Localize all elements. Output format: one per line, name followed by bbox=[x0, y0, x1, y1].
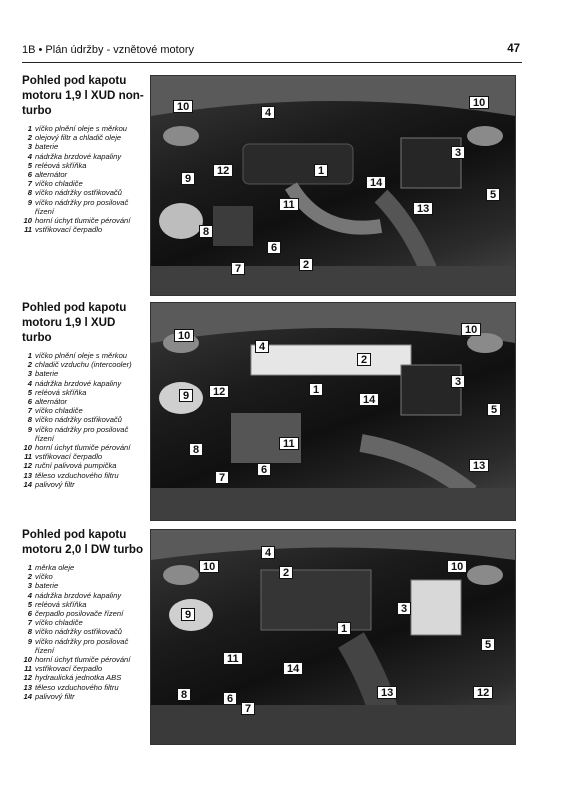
legend-item-number: 6 bbox=[27, 397, 32, 407]
legend-item-number: 5 bbox=[27, 160, 32, 170]
callout-label: 6 bbox=[267, 241, 281, 254]
legend-item-text: horní úchyt tlumiče pérování bbox=[35, 655, 131, 665]
legend-item-text: víčko nádržky pro posilovač řízení bbox=[35, 197, 129, 216]
legend-item bbox=[22, 179, 148, 188]
legend-item-text: vstřikovací čerpadlo bbox=[35, 225, 103, 235]
callout-label: 5 bbox=[486, 188, 500, 201]
legend-item-text: nádržka brzdové kapaliny bbox=[35, 590, 122, 600]
callout-label: 2 bbox=[299, 258, 313, 271]
legend-item-text: těleso vzduchového filtru bbox=[35, 470, 119, 480]
legend-item bbox=[22, 142, 148, 151]
legend-item-number: 7 bbox=[27, 406, 32, 416]
legend-item-number: 10 bbox=[23, 216, 32, 226]
legend-item-text: horní úchyt tlumiče pérování bbox=[35, 216, 131, 226]
legend-item bbox=[22, 225, 148, 234]
callout-label: 7 bbox=[231, 262, 245, 275]
callout-label: 12 bbox=[473, 686, 493, 699]
callout-label: 9 bbox=[179, 389, 193, 402]
legend-item-number: 8 bbox=[27, 415, 32, 425]
callout-label: 10 bbox=[174, 329, 194, 342]
legend-item-number: 14 bbox=[23, 691, 32, 701]
callout-label: 13 bbox=[469, 459, 489, 472]
legend-item-text: hydraulická jednotka ABS bbox=[35, 673, 122, 683]
callout-label: 10 bbox=[469, 96, 489, 109]
callout-label: 1 bbox=[309, 383, 323, 396]
legend-list bbox=[22, 351, 148, 489]
callout-label: 10 bbox=[199, 560, 219, 573]
engine-bay-drawing bbox=[151, 76, 515, 295]
legend-item-text: víčko nádržky pro posilovač řízení bbox=[35, 636, 129, 655]
legend-item-number: 12 bbox=[23, 461, 32, 471]
legend-item-number: 2 bbox=[27, 133, 32, 143]
legend-item-text: chladič vzduchu (intercooler) bbox=[35, 360, 132, 370]
callout-label: 7 bbox=[241, 702, 255, 715]
legend-section-2 bbox=[22, 300, 148, 489]
legend-item-number: 1 bbox=[27, 563, 32, 572]
legend-item bbox=[22, 216, 148, 225]
legend-item-number: 7 bbox=[27, 179, 32, 189]
legend-item-number: 5 bbox=[27, 387, 32, 397]
legend-item bbox=[22, 425, 148, 443]
callout-label: 10 bbox=[447, 560, 467, 573]
callout-label: 1 bbox=[314, 164, 328, 177]
legend-item bbox=[22, 452, 148, 461]
legend-item-text: víčko plnění oleje s měrkou bbox=[35, 351, 128, 360]
callout-label: 8 bbox=[189, 443, 203, 456]
callout-label: 14 bbox=[366, 176, 386, 189]
legend-item bbox=[22, 480, 148, 489]
legend-title: Pohled pod kapotu motoru 1,9 l XUD non-turbo bbox=[22, 74, 144, 117]
legend-item-number: 4 bbox=[27, 378, 32, 388]
callout-label: 5 bbox=[487, 403, 501, 416]
legend-item-text: horní úchyt tlumiče pérování bbox=[35, 443, 131, 453]
callout-label: 3 bbox=[451, 146, 465, 159]
legend-item bbox=[22, 683, 148, 692]
callout-label: 3 bbox=[397, 602, 411, 615]
legend-item bbox=[22, 443, 148, 452]
legend-item-number: 3 bbox=[27, 581, 32, 591]
legend-item bbox=[22, 581, 148, 590]
callout-label: 10 bbox=[173, 100, 193, 113]
legend-list bbox=[22, 563, 148, 701]
legend-item-text: ruční palivová pumpička bbox=[35, 461, 117, 471]
callout-label: 6 bbox=[257, 463, 271, 476]
legend-item-number: 4 bbox=[27, 590, 32, 600]
legend-item-number: 10 bbox=[23, 443, 32, 453]
engine-photo-dw-turbo bbox=[150, 529, 516, 745]
legend-item-number: 3 bbox=[27, 369, 32, 379]
section-title: 1B • Plán údržby - vznětové motory bbox=[22, 44, 194, 56]
callout-label: 6 bbox=[223, 692, 237, 705]
legend-item-text: reléová skříňka bbox=[35, 387, 87, 397]
legend-item bbox=[22, 471, 148, 480]
legend-item-number: 10 bbox=[23, 655, 32, 665]
legend-item bbox=[22, 360, 148, 369]
page-number: 47 bbox=[507, 43, 520, 55]
legend-item-number: 3 bbox=[27, 142, 32, 152]
legend-item-text: víčko chladiče bbox=[35, 179, 83, 189]
callout-label: 4 bbox=[261, 546, 275, 559]
legend-item bbox=[22, 379, 148, 388]
legend-item-number: 11 bbox=[24, 225, 32, 235]
legend-item-number: 4 bbox=[27, 151, 32, 161]
legend-item-text: reléová skříňka bbox=[35, 160, 87, 170]
legend-item bbox=[22, 161, 148, 170]
callout-label: 14 bbox=[283, 662, 303, 675]
legend-item-text: olejový filtr a chladič oleje bbox=[35, 133, 122, 143]
legend-item bbox=[22, 664, 148, 673]
callout-label: 7 bbox=[215, 471, 229, 484]
legend-item-text: vstřikovací čerpadlo bbox=[35, 664, 103, 674]
legend-item-number: 9 bbox=[27, 197, 32, 207]
legend-item-text: baterie bbox=[35, 369, 59, 379]
legend-item-text: víčko plnění oleje s měrkou bbox=[35, 124, 128, 133]
legend-item bbox=[22, 461, 148, 470]
callout-label: 11 bbox=[279, 198, 299, 211]
callout-label: 14 bbox=[359, 393, 379, 406]
callout-label: 5 bbox=[481, 638, 495, 651]
legend-item-text: víčko chladiče bbox=[35, 618, 83, 628]
legend-item-text: palivový filtr bbox=[35, 691, 75, 701]
callout-label: 3 bbox=[451, 375, 465, 388]
legend-item bbox=[22, 133, 148, 142]
legend-item bbox=[22, 351, 148, 360]
legend-item bbox=[22, 609, 148, 618]
callout-label: 12 bbox=[209, 385, 229, 398]
legend-item bbox=[22, 600, 148, 609]
callout-label: 2 bbox=[279, 566, 293, 579]
legend-item-text: nádržka brzdové kapaliny bbox=[35, 151, 122, 161]
legend-item-text: čerpadlo posilovače řízení bbox=[35, 609, 124, 619]
legend-item-text: víčko nádržky ostřikovačů bbox=[35, 415, 122, 425]
legend-item-text: nádržka brzdové kapaliny bbox=[35, 378, 122, 388]
legend-title: Pohled pod kapotu motoru 2,0 l DW turbo bbox=[22, 528, 144, 556]
legend-item bbox=[22, 618, 148, 627]
legend-item bbox=[22, 637, 148, 655]
engine-photo-xud-non-turbo bbox=[150, 75, 516, 296]
legend-item-text: víčko nádržky ostřikovačů bbox=[35, 627, 122, 637]
callout-label: 13 bbox=[413, 202, 433, 215]
legend-item-text: víčko chladiče bbox=[35, 406, 83, 416]
legend-item bbox=[22, 563, 148, 572]
legend-item bbox=[22, 692, 148, 701]
legend-item bbox=[22, 655, 148, 664]
callout-label: 2 bbox=[357, 353, 371, 366]
legend-item-number: 9 bbox=[27, 424, 32, 434]
legend-item bbox=[22, 627, 148, 636]
legend-item-number: 8 bbox=[27, 188, 32, 198]
legend-list bbox=[22, 124, 148, 234]
legend-item-text: měrka oleje bbox=[35, 563, 75, 572]
legend-item-number: 2 bbox=[27, 360, 32, 370]
legend-item-number: 1 bbox=[27, 351, 32, 360]
callout-label: 12 bbox=[213, 164, 233, 177]
legend-item-number: 14 bbox=[23, 479, 32, 489]
legend-item-text: baterie bbox=[35, 581, 59, 591]
legend-section-3 bbox=[22, 527, 148, 701]
page-header bbox=[22, 40, 522, 63]
legend-item-text: alternátor bbox=[35, 397, 68, 407]
legend-title: Pohled pod kapotu motoru 1,9 l XUD turbo bbox=[22, 301, 127, 344]
callout-label: 9 bbox=[181, 608, 195, 621]
callout-label: 11 bbox=[279, 437, 299, 450]
legend-item-text: těleso vzduchového filtru bbox=[35, 682, 119, 692]
callout-label: 4 bbox=[255, 340, 269, 353]
callout-label: 11 bbox=[223, 652, 243, 665]
legend-item bbox=[22, 591, 148, 600]
legend-item-text: baterie bbox=[35, 142, 59, 152]
callout-label: 10 bbox=[461, 323, 481, 336]
legend-item bbox=[22, 572, 148, 581]
legend-section-1 bbox=[22, 73, 148, 234]
legend-item bbox=[22, 397, 148, 406]
legend-item-number: 1 bbox=[27, 124, 32, 133]
legend-item-number: 8 bbox=[27, 627, 32, 637]
callout-label: 8 bbox=[199, 225, 213, 238]
callout-label: 1 bbox=[337, 622, 351, 635]
legend-item-number: 7 bbox=[27, 618, 32, 628]
legend-item bbox=[22, 388, 148, 397]
callout-label: 8 bbox=[177, 688, 191, 701]
legend-item bbox=[22, 369, 148, 378]
legend-item bbox=[22, 406, 148, 415]
callout-label: 4 bbox=[261, 106, 275, 119]
legend-item-text: víčko bbox=[35, 572, 53, 582]
legend-item-number: 9 bbox=[27, 636, 32, 646]
legend-item-number: 2 bbox=[27, 572, 32, 582]
legend-item bbox=[22, 152, 148, 161]
legend-item bbox=[22, 124, 148, 133]
legend-item-text: víčko nádržky ostřikovačů bbox=[35, 188, 122, 198]
legend-item-number: 13 bbox=[23, 682, 32, 692]
legend-item-text: víčko nádržky pro posilovač řízení bbox=[35, 424, 129, 443]
legend-item-number: 6 bbox=[27, 609, 32, 619]
legend-item-number: 11 bbox=[24, 452, 32, 462]
legend-item bbox=[22, 170, 148, 179]
legend-item bbox=[22, 198, 148, 216]
legend-item-text: alternátor bbox=[35, 170, 68, 180]
legend-item-text: reléová skříňka bbox=[35, 599, 87, 609]
legend-item-text: palivový filtr bbox=[35, 479, 75, 489]
legend-item-number: 11 bbox=[24, 664, 32, 674]
legend-item-number: 13 bbox=[23, 470, 32, 480]
legend-item-number: 12 bbox=[23, 673, 32, 683]
legend-item-text: vstřikovací čerpadlo bbox=[35, 452, 103, 462]
callout-label: 13 bbox=[377, 686, 397, 699]
legend-item bbox=[22, 188, 148, 197]
legend-item bbox=[22, 415, 148, 424]
callout-label: 9 bbox=[181, 172, 195, 185]
legend-item bbox=[22, 673, 148, 682]
legend-item-number: 5 bbox=[27, 599, 32, 609]
engine-photo-xud-turbo bbox=[150, 302, 516, 521]
legend-item-number: 6 bbox=[27, 170, 32, 180]
